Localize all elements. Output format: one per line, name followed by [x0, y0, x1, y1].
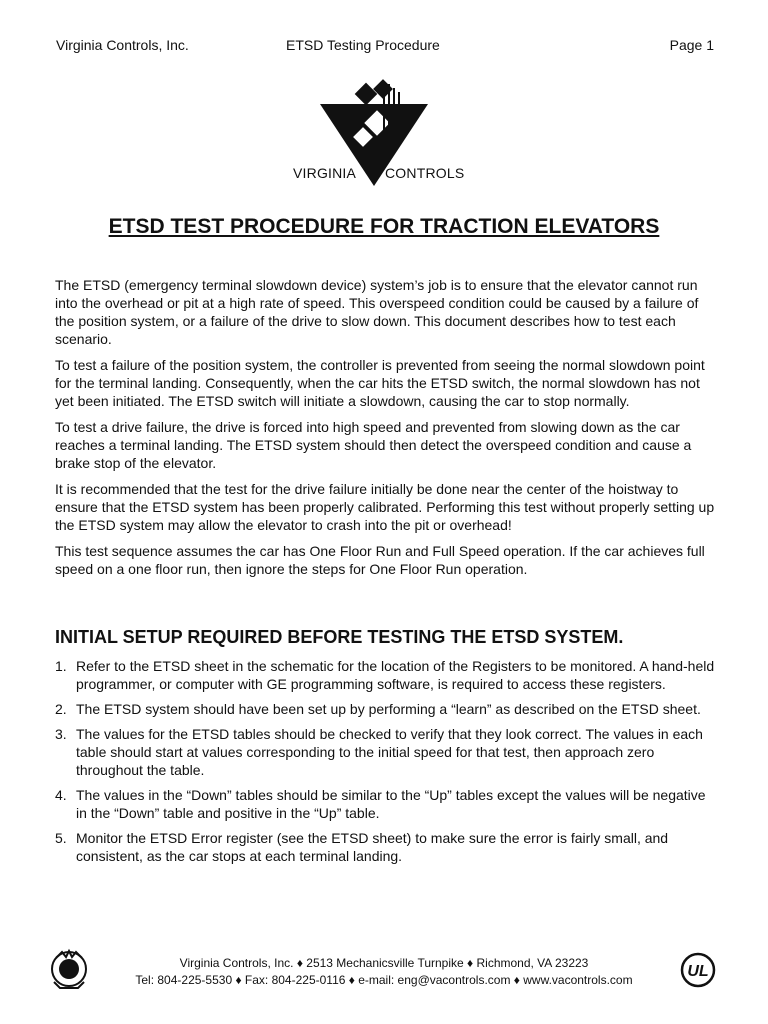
intro-paragraph: This test sequence assumes the car has One Floor Run and Full Speed operation. If the car achieves full speed on a one floor run, then ignore the steps for One Floor Run operation. [55, 543, 705, 577]
step-text: The values for the ETSD tables should be checked to verify that they look correct. The values in each table should start at values corresponding to the initial speed for that test, then approach zero throughout the table. [76, 726, 703, 778]
header-doc-name: ETSD Testing Procedure [286, 37, 440, 53]
section-heading: INITIAL SETUP REQUIRED BEFORE TESTING THE ETSD SYSTEM. [55, 627, 624, 647]
setup-steps-list [55, 657, 717, 872]
page-footer [0, 955, 768, 989]
step-number: 2. [55, 701, 67, 717]
logo-word-controls: CONTROLS [385, 165, 465, 181]
step-number: 3. [55, 726, 67, 742]
list-item [55, 829, 717, 865]
step-text: The ETSD system should have been set up by performing a “learn” as described on the ETSD sheet. [76, 701, 701, 717]
list-item [55, 700, 717, 718]
intro-section [55, 276, 717, 586]
list-item [55, 786, 717, 822]
intro-paragraph: To test a failure of the position system, the controller is prevented from seeing the normal slowdown point for the terminal landing. Consequently, when the car hits the ETSD switch, the normal slowdown has not yet been initiated. The ETSD switch will initiate a slowdown, causing the car to stop normally. [55, 357, 705, 409]
step-number: 1. [55, 658, 67, 674]
step-text: Monitor the ETSD Error register (see the ETSD sheet) to make sure the error is fairly small, and consistent, as the car stops at each terminal landing. [76, 830, 669, 864]
document-title: ETSD TEST PROCEDURE FOR TRACTION ELEVATORS [108, 215, 660, 238]
footer-address: Virginia Controls, Inc. ♦ 2513 Mechanicsville Turnpike ♦ Richmond, VA 23223 [179, 956, 589, 970]
step-text: Refer to the ETSD sheet in the schematic for the location of the Registers to be monitored. A hand-held programmer, or computer with GE programming software, is required to access these registers. [76, 658, 715, 692]
step-number: 5. [55, 830, 67, 846]
list-item [55, 725, 717, 779]
step-number: 4. [55, 787, 67, 803]
ul-mark-text: UL [687, 963, 709, 980]
page-header [56, 37, 714, 55]
intro-paragraph: To test a drive failure, the drive is forced into high speed and prevented from slowing down as the car reaches a terminal landing. The ETSD system should then detect the overspeed condition and cause a brake stop of the elevator. [55, 419, 692, 471]
header-company: Virginia Controls, Inc. [56, 37, 189, 53]
ul-listed-icon [680, 952, 716, 988]
footer-contact: Tel: 804-225-5530 ♦ Fax: 804-225-0116 ♦ e-mail: eng@vacontrols.com ♦ www.vacontrols.com [135, 973, 633, 987]
logo-word-virginia: VIRGINIA [293, 165, 357, 181]
step-text: The values in the “Down” tables should be similar to the “Up” tables except the values will be negative in the “Down” table and positive in the “Up” table. [76, 787, 706, 821]
intro-paragraph: The ETSD (emergency terminal slowdown device) system’s job is to ensure that the elevator cannot run into the overhead or pit at a high rate of speed. This overspeed condition could be caused by a failure of the position system, or a failure of the drive to slow down. This document describes how to test each scenario. [55, 277, 699, 347]
list-item [55, 657, 717, 693]
header-page-number: Page 1 [669, 37, 714, 53]
intro-paragraph: It is recommended that the test for the drive failure initially be done near the center of the hoistway to ensure that the ETSD system has been properly calibrated. Performing this test without properly setting up the ETSD system may allow the elevator to crash into the pit or overhead! [55, 481, 715, 533]
logo-diamond-1 [355, 83, 378, 106]
